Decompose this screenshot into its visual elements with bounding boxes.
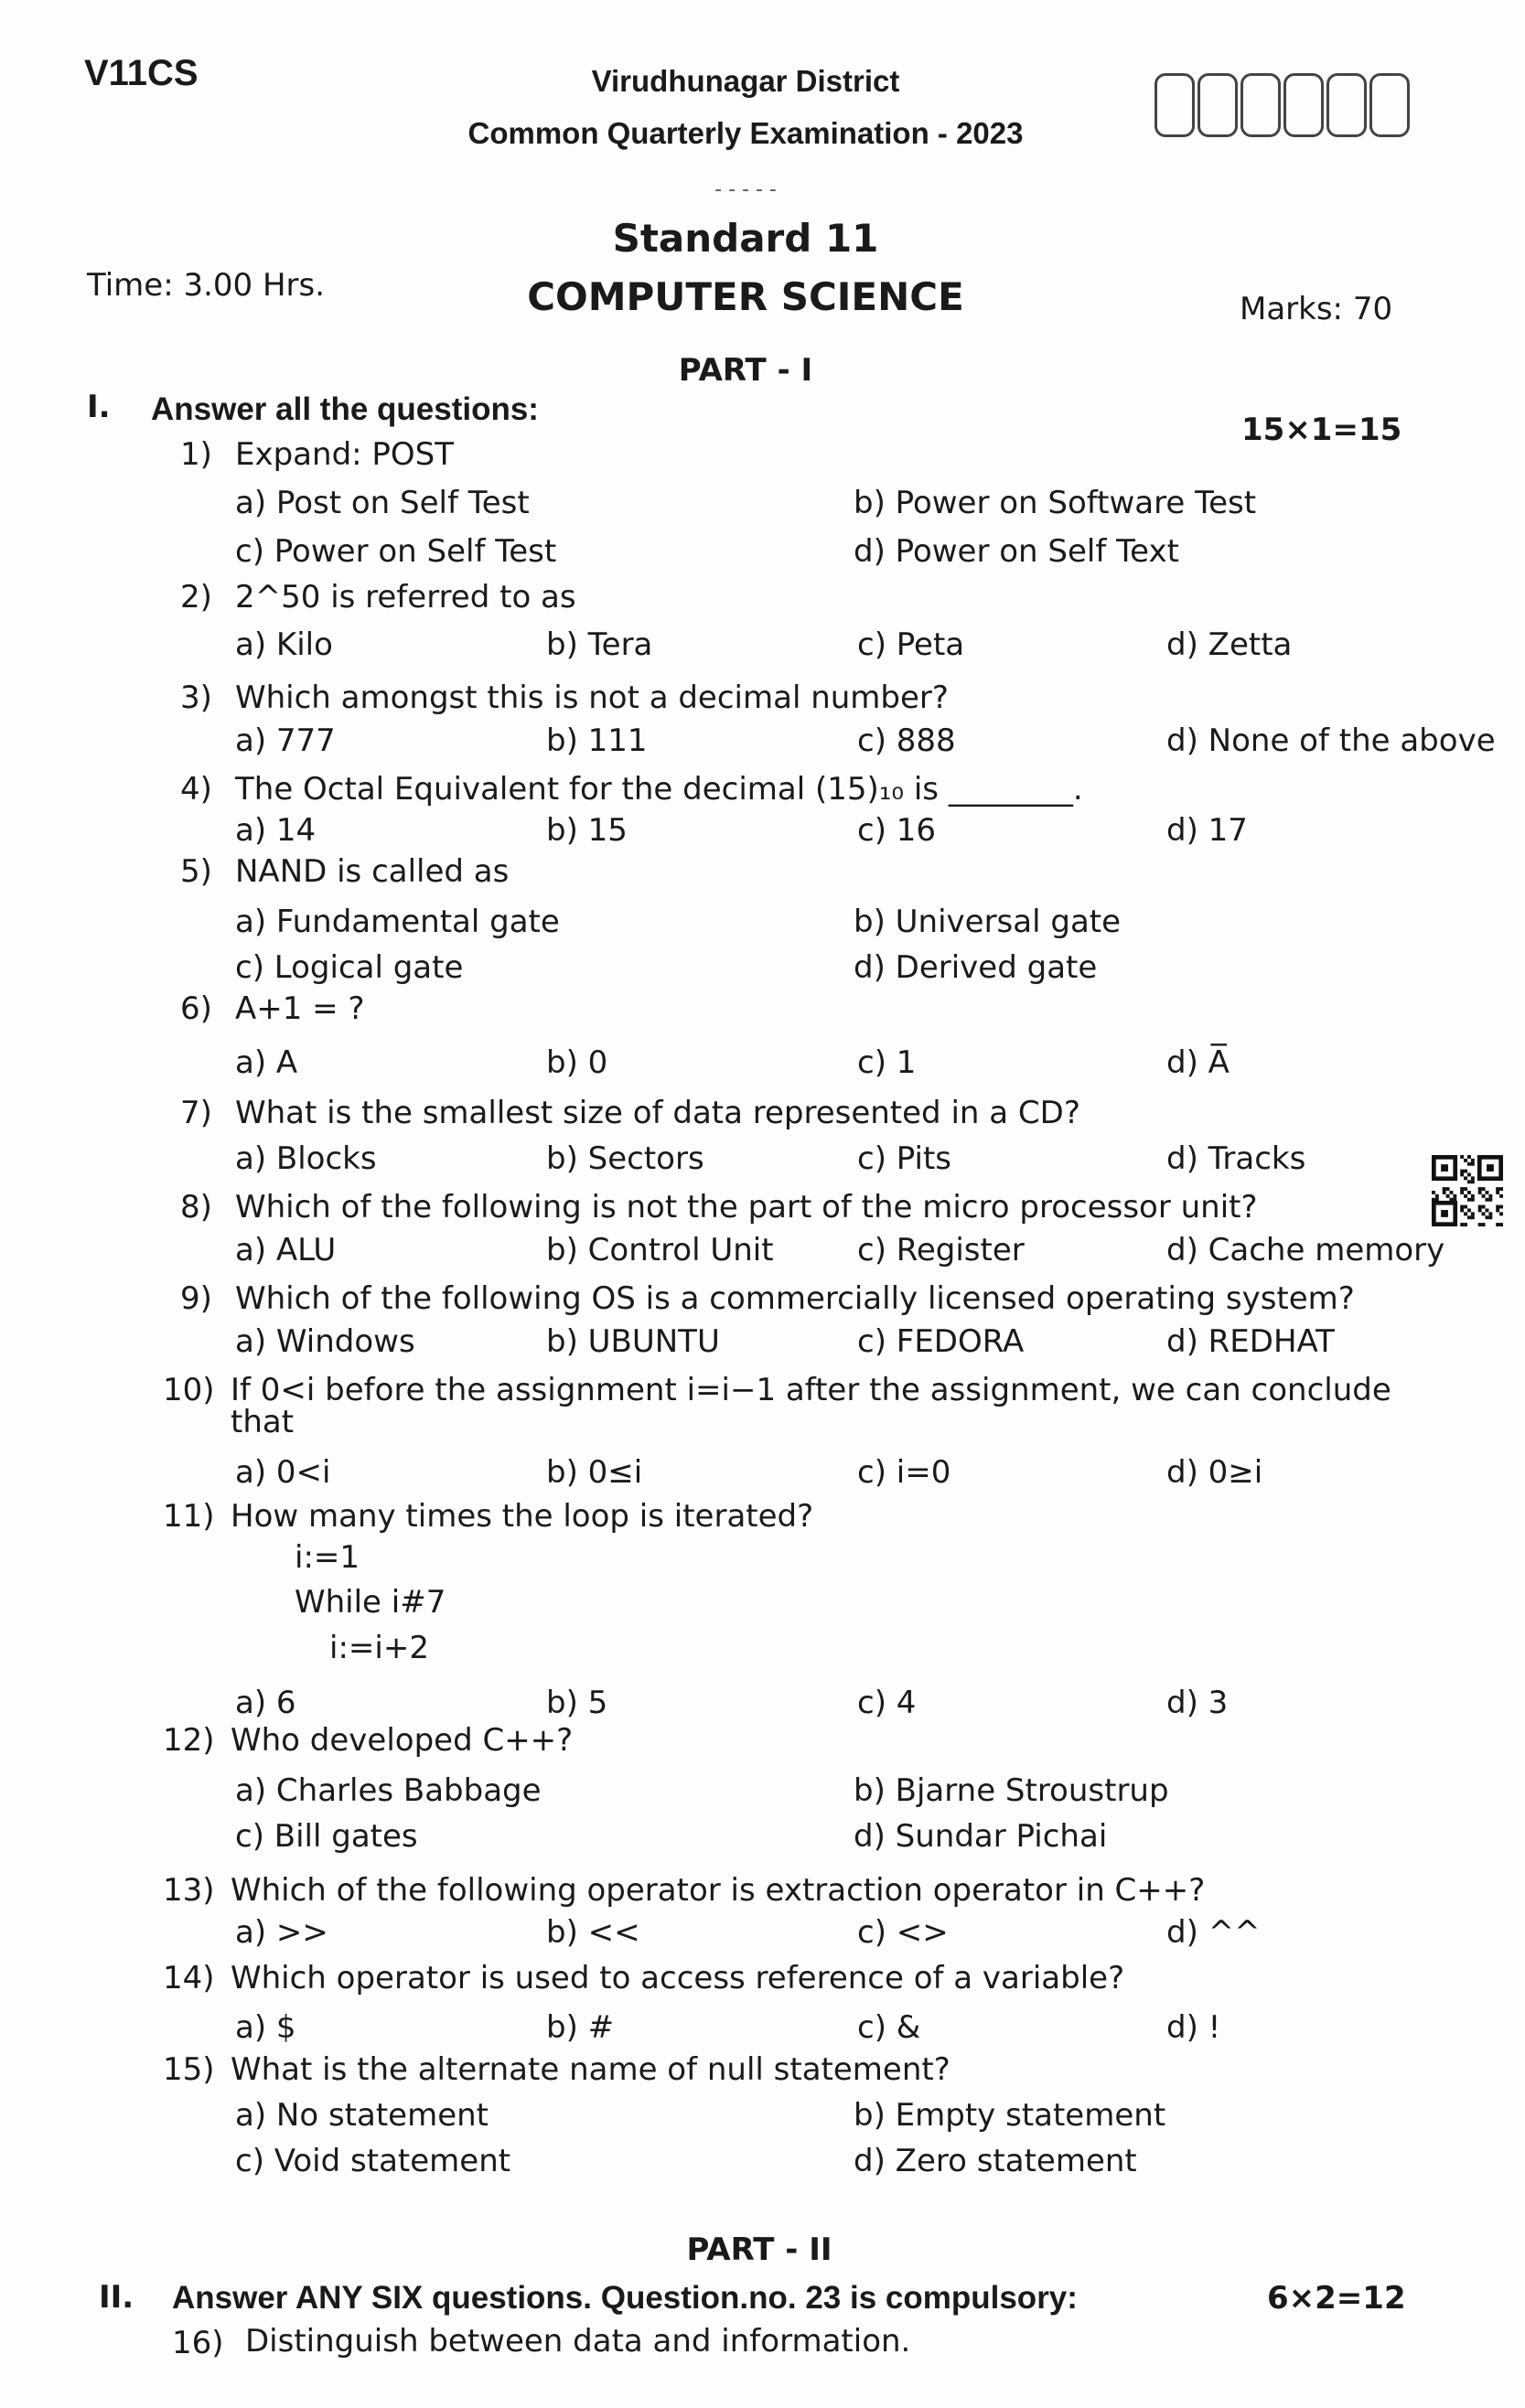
question-8-number: 8)	[180, 1189, 212, 1225]
question-11-option-b: b) 5	[546, 1685, 608, 1721]
question-11-number: 11)	[163, 1498, 215, 1535]
question-16-number: 16)	[172, 2325, 224, 2361]
question-11-text: How many times the loop is iterated?	[231, 1498, 814, 1535]
question-6-text: A+1 = ?	[235, 990, 365, 1027]
divider-dashes: - - - - -	[714, 178, 777, 201]
district-title: Virudhunagar District	[591, 64, 900, 98]
question-3-option-b: b) 111	[546, 722, 648, 759]
subject-title: COMPUTER SCIENCE	[527, 274, 964, 319]
part1-title: PART - I	[678, 352, 813, 389]
question-9-text: Which of the following OS is a commercially licensed operating system?	[235, 1280, 1355, 1317]
question-8-option-a: a) ALU	[235, 1232, 337, 1268]
question-1-option-b: b) Power on Software Test	[854, 485, 1257, 521]
part1-roman: I.	[87, 389, 111, 425]
question-3-option-a: a) 777	[235, 722, 336, 759]
standard-title: Standard 11	[612, 216, 879, 261]
question-7-text: What is the smallest size of data represented in a CD?	[235, 1095, 1080, 1131]
question-5-text: NAND is called as	[235, 853, 510, 890]
question-7-option-d: d) Tracks	[1166, 1140, 1306, 1177]
question-1-option-c: c) Power on Self Test	[235, 533, 557, 570]
exam-time: Time: 3.00 Hrs.	[87, 267, 326, 304]
question-12-option-a: a) Charles Babbage	[235, 1772, 542, 1809]
question-8-text: Which of the following is not the part of the micro processor unit?	[235, 1189, 1258, 1225]
question-1-text: Expand: POST	[235, 436, 455, 473]
question-14-option-d: d) !	[1166, 2009, 1221, 2046]
question-2-number: 2)	[180, 579, 212, 615]
question-9-option-d: d) REDHAT	[1166, 1323, 1335, 1360]
question-8-option-d: d) Cache memory	[1166, 1232, 1445, 1268]
question-12-option-d: d) Sundar Pichai	[854, 1818, 1108, 1855]
question-6-option-c: c) 1	[857, 1044, 917, 1081]
question-15-text: What is the alternate name of null statement?	[231, 2051, 950, 2088]
question-14-option-b: b) #	[546, 2009, 615, 2046]
question-13-option-b: b) <<	[546, 1914, 640, 1951]
question-15-option-a: a) No statement	[235, 2097, 489, 2134]
question-4-option-c: c) 16	[857, 812, 937, 849]
question-14-option-c: c) &	[857, 2009, 921, 2046]
question-9-option-a: a) Windows	[235, 1323, 415, 1360]
question-3-text: Which amongst this is not a decimal number?	[235, 680, 949, 716]
question-10-number: 10)	[163, 1372, 215, 1408]
exam-marks: Marks: 70	[1240, 291, 1393, 327]
question-10-option-c: c) i=0	[857, 1454, 951, 1491]
question-1-option-d: d) Power on Self Text	[854, 533, 1179, 570]
question-6-option-a: a) A	[235, 1044, 298, 1081]
question-14-option-a: a) $	[235, 2009, 296, 2046]
qr-code-icon	[1432, 1154, 1503, 1227]
question-7-option-c: c) Pits	[857, 1140, 952, 1177]
question-7-number: 7)	[180, 1095, 212, 1131]
question-13-option-c: c) <>	[857, 1914, 949, 1951]
question-11-line-2: i:=1	[295, 1539, 360, 1576]
question-13-option-d: d) ^^	[1166, 1914, 1261, 1951]
question-3-option-d: d) None of the above	[1166, 722, 1496, 759]
question-14-number: 14)	[163, 1960, 215, 1996]
question-11-line-3: While i#7	[295, 1584, 446, 1621]
question-4-text: The Octal Equivalent for the decimal (15)₁₀ is ________.	[235, 771, 1083, 808]
question-5-option-a: a) Fundamental gate	[235, 904, 560, 940]
question-1-option-a: a) Post on Self Test	[235, 485, 530, 521]
question-12-text: Who developed C++?	[231, 1722, 574, 1759]
question-8-option-b: b) Control Unit	[546, 1232, 774, 1268]
question-2-option-c: c) Peta	[857, 626, 965, 663]
question-3-number: 3)	[180, 680, 212, 716]
register-number-boxes	[1154, 73, 1412, 137]
question-5-number: 5)	[180, 853, 212, 890]
question-13-text: Which of the following operator is extraction operator in C++?	[231, 1872, 1206, 1909]
part1-instruction: Answer all the questions:	[151, 391, 539, 427]
question-14-text: Which operator is used to access reference of a variable?	[231, 1960, 1125, 1996]
question-12-option-b: b) Bjarne Stroustrup	[854, 1772, 1169, 1809]
question-9-option-b: b) UBUNTU	[546, 1323, 720, 1360]
question-7-option-a: a) Blocks	[235, 1140, 377, 1177]
exam-title: Common Quarterly Examination - 2023	[467, 116, 1024, 150]
question-15-option-b: b) Empty statement	[854, 2097, 1166, 2134]
question-15-number: 15)	[163, 2051, 215, 2088]
question-8-option-c: c) Register	[857, 1232, 1025, 1268]
part2-title: PART - II	[686, 2231, 832, 2268]
question-11-option-a: a) 6	[235, 1685, 296, 1721]
question-5-option-b: b) Universal gate	[854, 904, 1122, 940]
question-13-number: 13)	[163, 1872, 215, 1909]
question-15-option-c: c) Void statement	[235, 2143, 511, 2179]
question-3-option-c: c) 888	[857, 722, 956, 759]
question-10-option-d: d) 0≥i	[1166, 1454, 1263, 1491]
question-15-option-d: d) Zero statement	[854, 2143, 1137, 2179]
question-9-option-c: c) FEDORA	[857, 1323, 1025, 1360]
question-13-option-a: a) >>	[235, 1914, 328, 1951]
question-11-option-c: c) 4	[857, 1685, 917, 1721]
question-5-option-c: c) Logical gate	[235, 949, 464, 986]
part2-instruction: Answer ANY SIX questions. Question.no. 23 is compulsory:	[172, 2280, 1078, 2316]
question-4-option-d: d) 17	[1166, 812, 1248, 849]
question-1-number: 1)	[180, 436, 212, 473]
question-6-number: 6)	[180, 990, 212, 1027]
question-4-option-a: a) 14	[235, 812, 317, 849]
part2-roman: II.	[99, 2279, 134, 2316]
question-10-option-b: b) 0≤i	[546, 1454, 643, 1491]
question-11-option-d: d) 3	[1166, 1685, 1229, 1721]
question-12-option-c: c) Bill gates	[235, 1818, 418, 1855]
question-4-number: 4)	[180, 771, 212, 808]
question-11-line-4: i:=i+2	[329, 1630, 429, 1666]
question-7-option-b: b) Sectors	[546, 1140, 704, 1177]
part1-score: 15×1=15	[1241, 412, 1402, 448]
paper-code: V11CS	[84, 53, 199, 93]
question-16-text: Distinguish between data and information.	[245, 2323, 911, 2360]
part2-score: 6×2=12	[1267, 2280, 1406, 2317]
question-10-line-2: that	[231, 1404, 295, 1440]
question-2-option-b: b) Tera	[546, 626, 653, 663]
question-6-option-b: b) 0	[546, 1044, 608, 1081]
question-2-text: 2^50 is referred to as	[235, 579, 576, 615]
question-10-option-a: a) 0<i	[235, 1454, 331, 1491]
question-6-option-d: d) A̅	[1166, 1044, 1230, 1081]
question-9-number: 9)	[180, 1280, 212, 1317]
question-4-option-b: b) 15	[546, 812, 628, 849]
question-2-option-a: a) Kilo	[235, 626, 333, 663]
question-10-text: If 0<i before the assignment i=i−1 after the assignment, we can conclude	[231, 1372, 1391, 1408]
question-12-number: 12)	[163, 1722, 215, 1759]
question-2-option-d: d) Zetta	[1166, 626, 1293, 663]
question-5-option-d: d) Derived gate	[854, 949, 1098, 986]
